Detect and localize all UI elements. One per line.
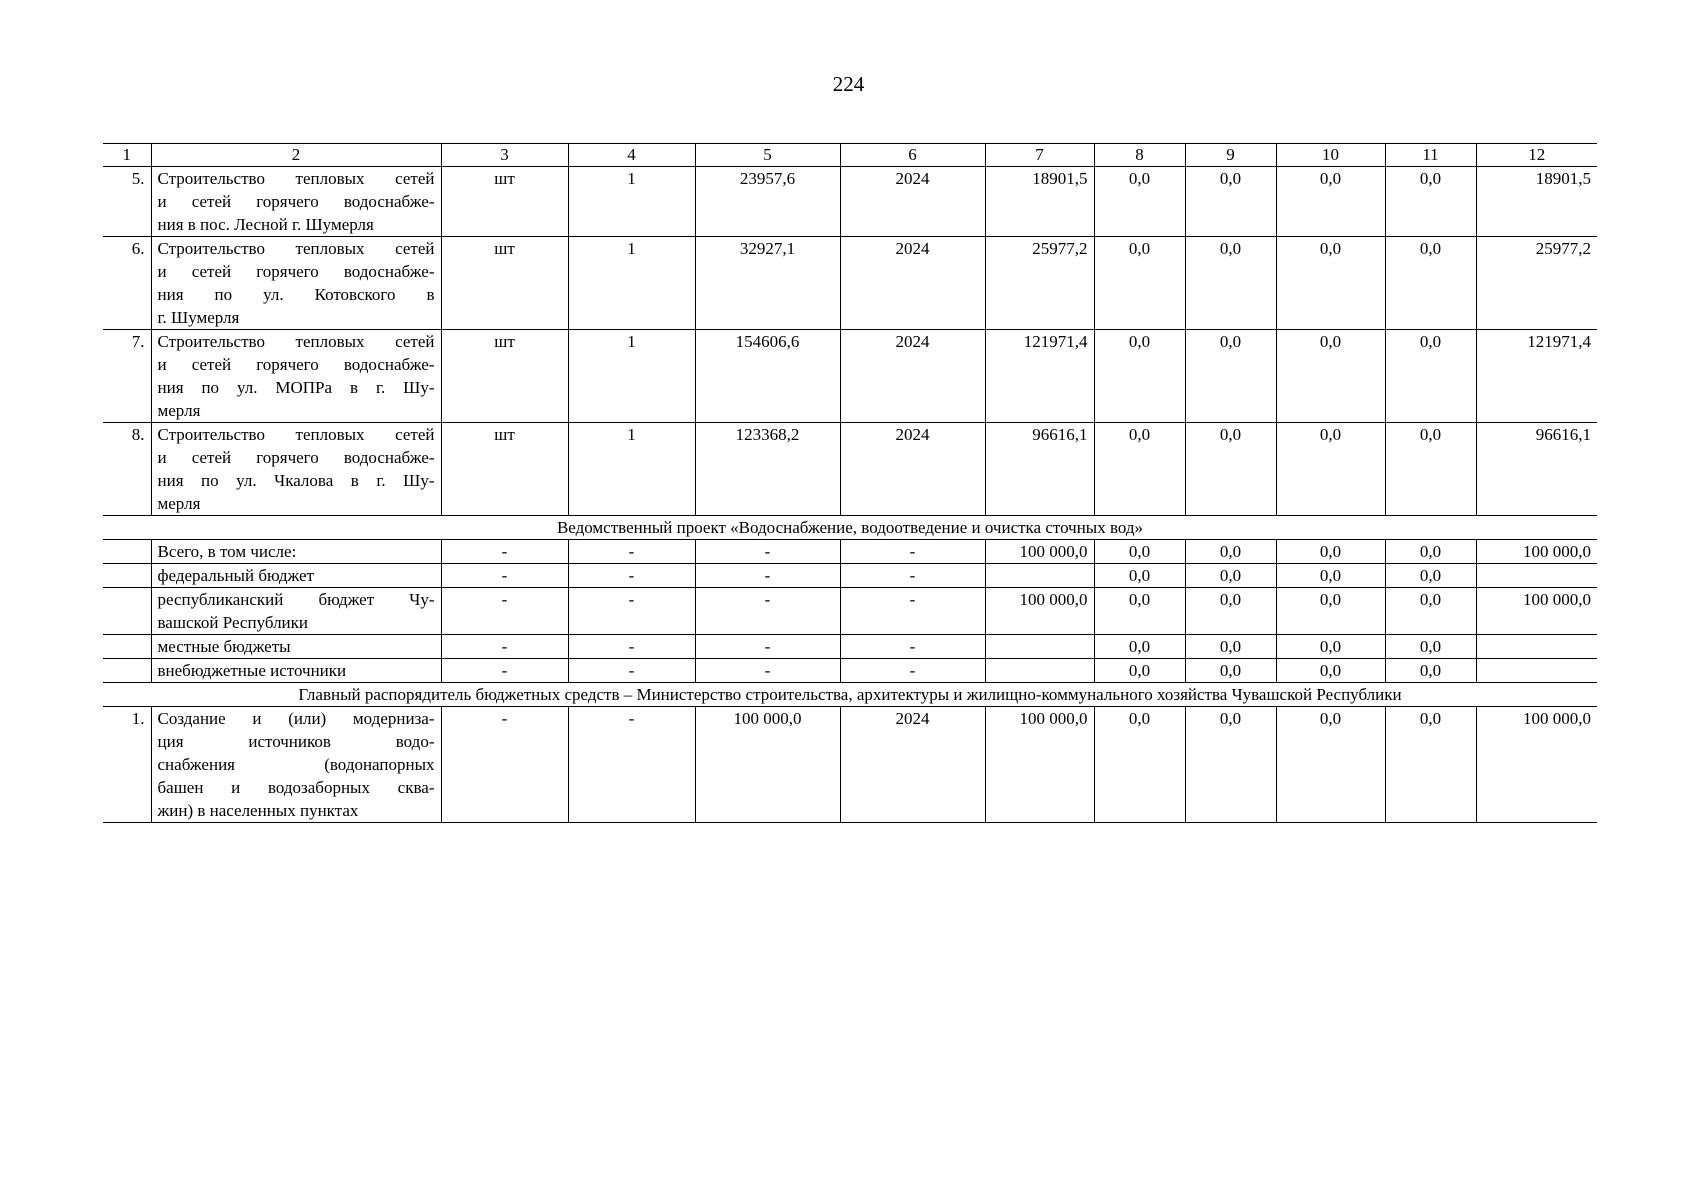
value-cell: 0,0 xyxy=(1185,564,1276,588)
name-line: мерля xyxy=(157,494,201,513)
value-cell: 0,0 xyxy=(1185,167,1276,237)
name-line: Строительство тепловых сетей xyxy=(157,425,435,444)
dash-cell: - xyxy=(568,659,695,683)
row-number xyxy=(103,588,151,635)
budget-row xyxy=(103,540,1597,564)
name-line: и сетей горячего водоснабже- xyxy=(157,448,435,467)
name-line: мерля xyxy=(157,401,201,420)
value-cell: 0,0 xyxy=(1185,237,1276,330)
value-cell: 0,0 xyxy=(1385,167,1476,237)
value-cell: 0,0 xyxy=(1385,237,1476,330)
qty-cell: 1 xyxy=(568,330,695,423)
total-cell: 96616,1 xyxy=(985,423,1094,516)
row-number xyxy=(103,540,151,564)
name-line: Создание и (или) модерниза- xyxy=(157,709,435,728)
total-cell: 100 000,0 xyxy=(985,707,1094,823)
budget-row xyxy=(103,659,1597,683)
name-line: башен и водозаборных сква- xyxy=(157,778,435,797)
dash-cell: - xyxy=(568,588,695,635)
row-name xyxy=(151,237,441,330)
value-cell: 0,0 xyxy=(1185,423,1276,516)
value-cell: 0,0 xyxy=(1185,707,1276,823)
dash-cell: - xyxy=(441,659,568,683)
value-cell: 0,0 xyxy=(1094,635,1185,659)
year-cell: 2024 xyxy=(840,423,985,516)
value-cell: 0,0 xyxy=(1094,423,1185,516)
section-row xyxy=(103,683,1597,707)
dash-cell: - xyxy=(840,564,985,588)
total-cell: 25977,2 xyxy=(985,237,1094,330)
dash-cell: - xyxy=(441,588,568,635)
year-cell: 2024 xyxy=(840,707,985,823)
name-line: ния по ул. Котовского в xyxy=(157,285,435,304)
name-line: ния по ул. Чкалова в г. Шу- xyxy=(157,471,435,490)
value-cell: 0,0 xyxy=(1385,540,1476,564)
dash-cell: - xyxy=(840,540,985,564)
dash-cell: - xyxy=(441,564,568,588)
name-line: ния в пос. Лесной г. Шумерля xyxy=(157,215,374,234)
column-number: 2 xyxy=(151,144,441,167)
value-cell: 0,0 xyxy=(1185,659,1276,683)
name-line: Строительство тепловых сетей xyxy=(157,169,435,188)
page-number: 224 xyxy=(832,72,865,96)
row-number: 5. xyxy=(103,167,151,237)
value-cell: 100 000,0 xyxy=(1476,540,1597,564)
unit-cell: шт xyxy=(441,330,568,423)
total-cell xyxy=(985,659,1094,683)
value-cell: 0,0 xyxy=(1385,330,1476,423)
value-cell: 0,0 xyxy=(1385,423,1476,516)
value-cell: 0,0 xyxy=(1276,707,1385,823)
column-number: 12 xyxy=(1476,144,1597,167)
column-number: 10 xyxy=(1276,144,1385,167)
dash-cell: - xyxy=(695,635,840,659)
column-number: 1 xyxy=(103,144,151,167)
row-number xyxy=(103,564,151,588)
value-cell: 121971,4 xyxy=(1476,330,1597,423)
cost-cell: 154606,6 xyxy=(695,330,840,423)
value-cell: 100 000,0 xyxy=(1476,588,1597,635)
value-cell xyxy=(1476,564,1597,588)
dash-cell: - xyxy=(840,659,985,683)
dash-cell: - xyxy=(695,588,840,635)
name-line: ция источников водо- xyxy=(157,732,435,751)
value-cell: 25977,2 xyxy=(1476,237,1597,330)
name-line: и сетей горячего водоснабже- xyxy=(157,355,435,374)
value-cell: 0,0 xyxy=(1276,330,1385,423)
qty-cell: 1 xyxy=(568,423,695,516)
column-number: 9 xyxy=(1185,144,1276,167)
value-cell: 0,0 xyxy=(1276,635,1385,659)
dash-cell: - xyxy=(840,635,985,659)
budget-row xyxy=(103,635,1597,659)
column-number: 11 xyxy=(1385,144,1476,167)
value-cell: 0,0 xyxy=(1385,564,1476,588)
year-cell: 2024 xyxy=(840,167,985,237)
name-line: Строительство тепловых сетей xyxy=(157,332,435,351)
dash-cell: - xyxy=(441,635,568,659)
dash-cell: - xyxy=(695,564,840,588)
value-cell: 0,0 xyxy=(1094,540,1185,564)
table-row xyxy=(103,330,1597,423)
row-number: 8. xyxy=(103,423,151,516)
value-cell: 0,0 xyxy=(1276,564,1385,588)
row-name xyxy=(151,588,441,635)
name-line: вашской Республики xyxy=(157,613,309,632)
dash-cell: - xyxy=(568,707,695,823)
dash-cell: - xyxy=(695,540,840,564)
column-number: 7 xyxy=(985,144,1094,167)
name-line: г. Шумерля xyxy=(157,308,240,327)
name-line: внебюджетные источники xyxy=(157,661,347,680)
qty-cell: 1 xyxy=(568,237,695,330)
value-cell: 0,0 xyxy=(1276,659,1385,683)
name-line: федеральный бюджет xyxy=(157,566,314,585)
value-cell: 0,0 xyxy=(1276,237,1385,330)
row-number xyxy=(103,635,151,659)
total-cell xyxy=(985,635,1094,659)
name-line: жин) в населенных пунктах xyxy=(157,801,359,820)
section-title-project: Ведомственный проект «Водоснабжение, водоотведение и очистка сточных вод» xyxy=(103,516,1597,540)
table-row xyxy=(103,167,1597,237)
value-cell xyxy=(1476,659,1597,683)
section-row xyxy=(103,516,1597,540)
row-name xyxy=(151,564,441,588)
year-cell: 2024 xyxy=(840,330,985,423)
cost-cell: 123368,2 xyxy=(695,423,840,516)
value-cell: 0,0 xyxy=(1094,564,1185,588)
row-name xyxy=(151,330,441,423)
row-number: 1. xyxy=(103,707,151,823)
column-number: 8 xyxy=(1094,144,1185,167)
table-row xyxy=(103,423,1597,516)
value-cell: 0,0 xyxy=(1385,659,1476,683)
value-cell: 0,0 xyxy=(1185,330,1276,423)
dash-cell: - xyxy=(840,588,985,635)
value-cell xyxy=(1476,635,1597,659)
column-number: 4 xyxy=(568,144,695,167)
name-line: и сетей горячего водоснабже- xyxy=(157,262,435,281)
column-number-row xyxy=(103,144,1597,167)
total-cell: 100 000,0 xyxy=(985,588,1094,635)
total-cell: 121971,4 xyxy=(985,330,1094,423)
cost-cell: 32927,1 xyxy=(695,237,840,330)
column-number: 6 xyxy=(840,144,985,167)
budget-row xyxy=(103,588,1597,635)
year-cell: 2024 xyxy=(840,237,985,330)
row-name xyxy=(151,659,441,683)
row-name xyxy=(151,423,441,516)
value-cell: 0,0 xyxy=(1185,635,1276,659)
value-cell: 0,0 xyxy=(1094,237,1185,330)
table-row xyxy=(103,707,1597,823)
dash-cell: - xyxy=(441,707,568,823)
unit-cell: шт xyxy=(441,423,568,516)
value-cell: 0,0 xyxy=(1385,588,1476,635)
total-cell: 100 000,0 xyxy=(985,540,1094,564)
value-cell: 0,0 xyxy=(1276,423,1385,516)
cost-cell: 23957,6 xyxy=(695,167,840,237)
value-cell: 100 000,0 xyxy=(1476,707,1597,823)
value-cell: 0,0 xyxy=(1276,167,1385,237)
name-line: местные бюджеты xyxy=(157,637,291,656)
column-number: 3 xyxy=(441,144,568,167)
name-line: и сетей горячего водоснабже- xyxy=(157,192,435,211)
value-cell: 0,0 xyxy=(1276,588,1385,635)
name-line: республиканский бюджет Чу- xyxy=(157,590,435,609)
value-cell: 0,0 xyxy=(1094,707,1185,823)
name-line: Строительство тепловых сетей xyxy=(157,239,435,258)
table-row xyxy=(103,237,1597,330)
column-number: 5 xyxy=(695,144,840,167)
qty-cell: 1 xyxy=(568,167,695,237)
dash-cell: - xyxy=(568,540,695,564)
dash-cell: - xyxy=(695,659,840,683)
budget-row xyxy=(103,564,1597,588)
dash-cell: - xyxy=(441,540,568,564)
value-cell: 0,0 xyxy=(1094,330,1185,423)
row-name xyxy=(151,167,441,237)
row-name xyxy=(151,707,441,823)
section-title-manager: Главный распорядитель бюджетных средств – Министерство строительства, архитектуры и жилищно-коммунального хозяйства Чувашской Республики xyxy=(103,683,1597,707)
total-cell: 18901,5 xyxy=(985,167,1094,237)
row-number: 7. xyxy=(103,330,151,423)
value-cell: 0,0 xyxy=(1094,588,1185,635)
value-cell: 0,0 xyxy=(1385,635,1476,659)
name-line: Всего, в том числе: xyxy=(157,542,297,561)
name-line: ния по ул. МОПРа в г. Шу- xyxy=(157,378,435,397)
unit-cell: шт xyxy=(441,167,568,237)
value-cell: 18901,5 xyxy=(1476,167,1597,237)
unit-cell: шт xyxy=(441,237,568,330)
cost-cell: 100 000,0 xyxy=(695,707,840,823)
row-name xyxy=(151,540,441,564)
row-number xyxy=(103,659,151,683)
total-cell xyxy=(985,564,1094,588)
value-cell: 0,0 xyxy=(1276,540,1385,564)
row-number: 6. xyxy=(103,237,151,330)
value-cell: 96616,1 xyxy=(1476,423,1597,516)
value-cell: 0,0 xyxy=(1094,167,1185,237)
value-cell: 0,0 xyxy=(1185,540,1276,564)
value-cell: 0,0 xyxy=(1094,659,1185,683)
dash-cell: - xyxy=(568,635,695,659)
value-cell: 0,0 xyxy=(1385,707,1476,823)
budget-table xyxy=(103,143,1597,823)
name-line: снабжения (водонапорных xyxy=(157,755,435,774)
value-cell: 0,0 xyxy=(1185,588,1276,635)
row-name xyxy=(151,635,441,659)
dash-cell: - xyxy=(568,564,695,588)
